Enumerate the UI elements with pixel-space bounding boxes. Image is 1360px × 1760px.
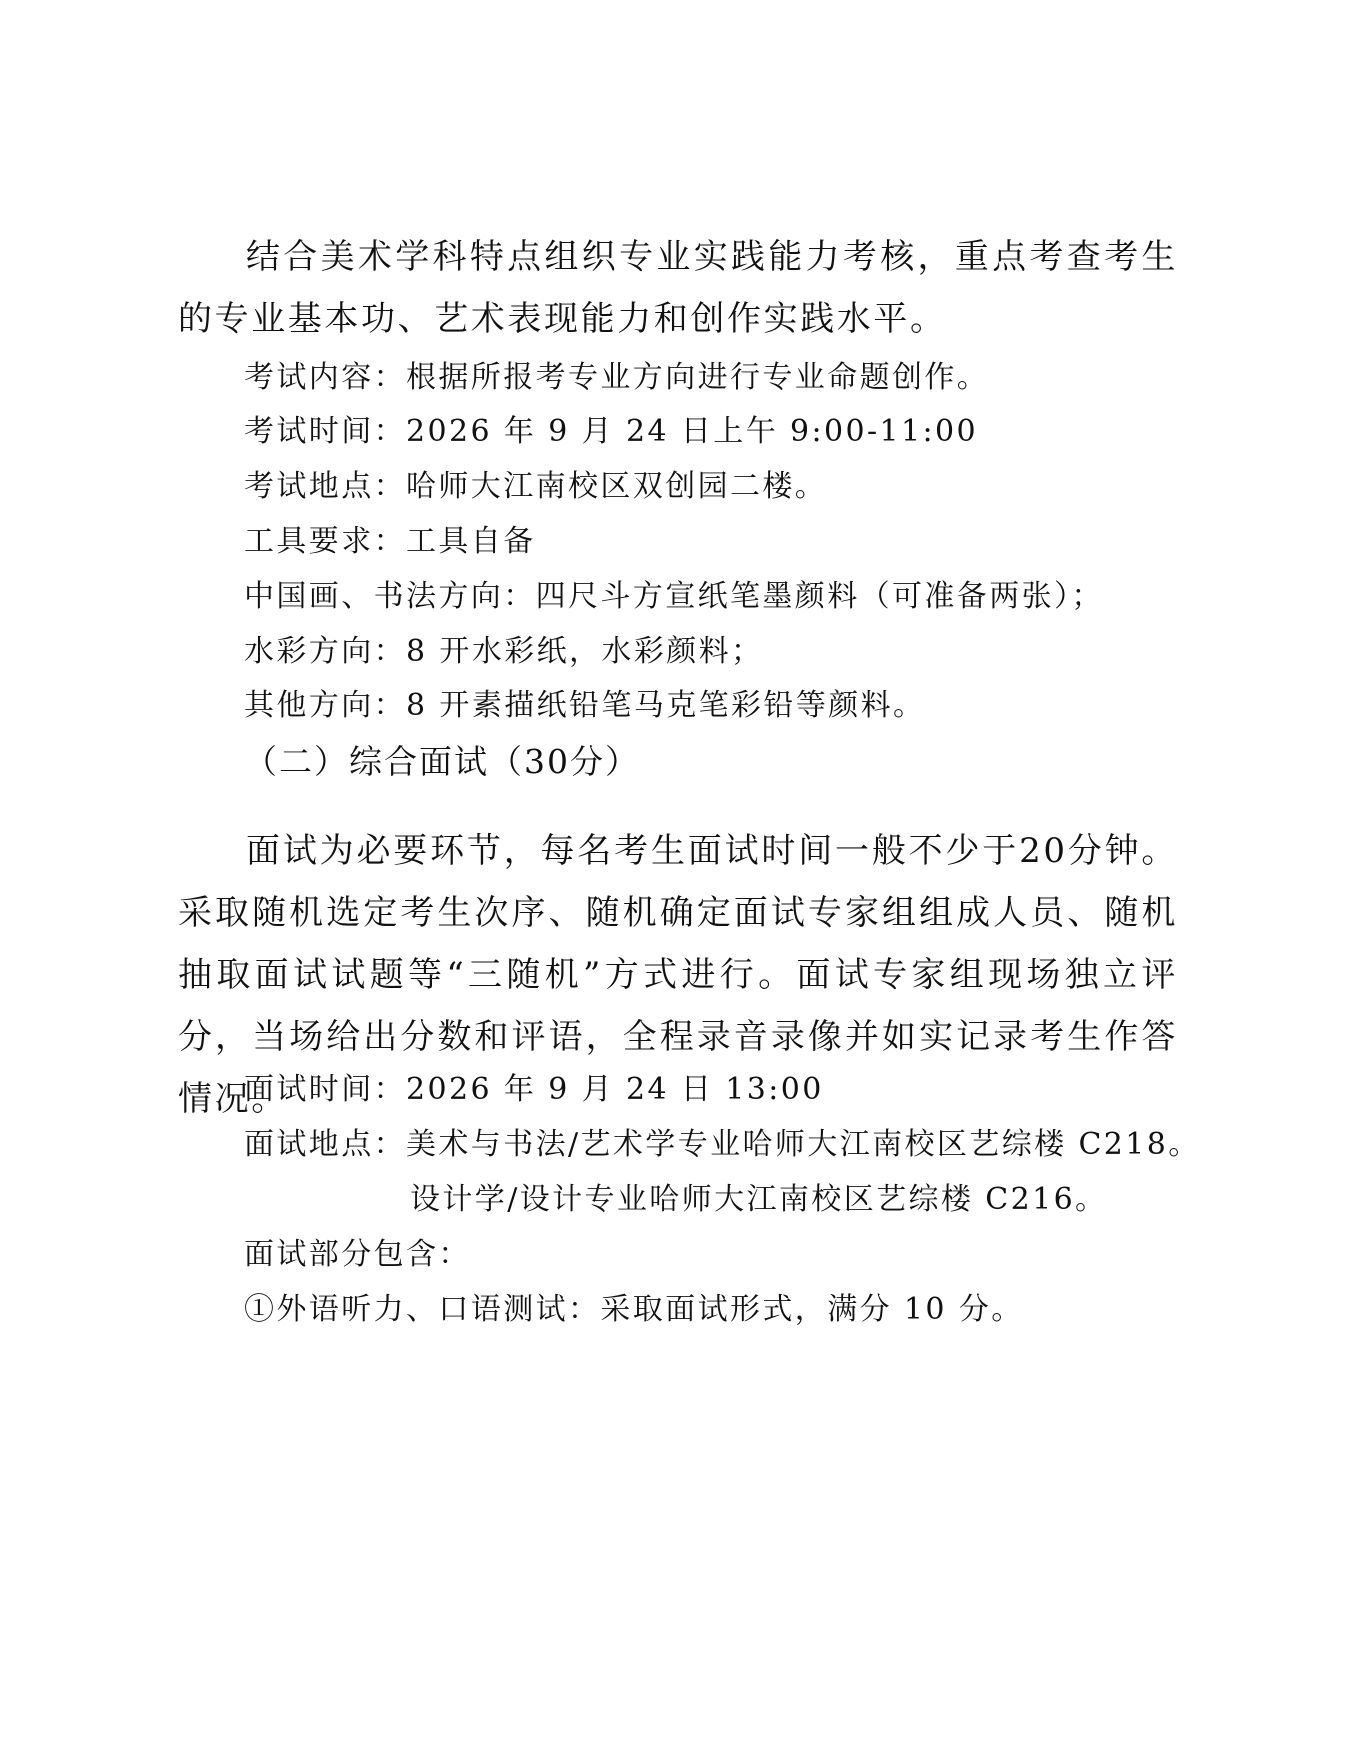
tools-other: 其他方向：8 开素描纸铅笔马克笔彩铅等颜料。: [244, 688, 926, 723]
interview-intro: 面试为必要环节，每名考生面试时间一般不少于20分钟。采取随机选定考生次序、随机确定面试专家组组成人员、随机抽取面试试题等“三随机”方式进行。面试专家组现场独立评分，当场给出分数和评语，全程录音录像并如实记录考生作答情况。: [178, 831, 1178, 1119]
tools-chinese-painting: 中国画、书法方向：四尺斗方宣纸笔墨颜料（可准备两张）；: [244, 579, 1104, 614]
interview-location-design: 设计学/设计专业哈师大江南校区艺综楼 C216。: [410, 1182, 1108, 1217]
interview-parts-label: 面试部分包含：: [244, 1237, 471, 1272]
tools-watercolor: 水彩方向：8 开水彩纸，水彩颜料；: [244, 634, 764, 669]
interview-time: 面试时间：2026 年 9 月 24 日 13:00: [244, 1072, 824, 1107]
exam-location: 考试地点：哈师大江南校区双创园二楼。: [244, 469, 828, 504]
tools-required: 工具要求：工具自备: [244, 524, 536, 559]
interview-part-1: ①外语听力、口语测试：采取面试形式，满分 10 分。: [244, 1292, 1024, 1327]
interview-location: 面试地点：美术与书法/艺术学专业哈师大江南校区艺综楼 C218。: [244, 1127, 1201, 1162]
art-practice-intro: 结合美术学科特点组织专业实践能力考核，重点考查考生的专业基本功、艺术表现能力和创作实践水平。: [178, 237, 1178, 339]
interview-section-heading: （二）综合面试（30分）: [244, 742, 640, 781]
exam-content: 考试内容：根据所报考专业方向进行专业命题创作。: [244, 360, 990, 395]
exam-time: 考试时间：2026 年 9 月 24 日上午 9:00-11:00: [244, 414, 978, 449]
